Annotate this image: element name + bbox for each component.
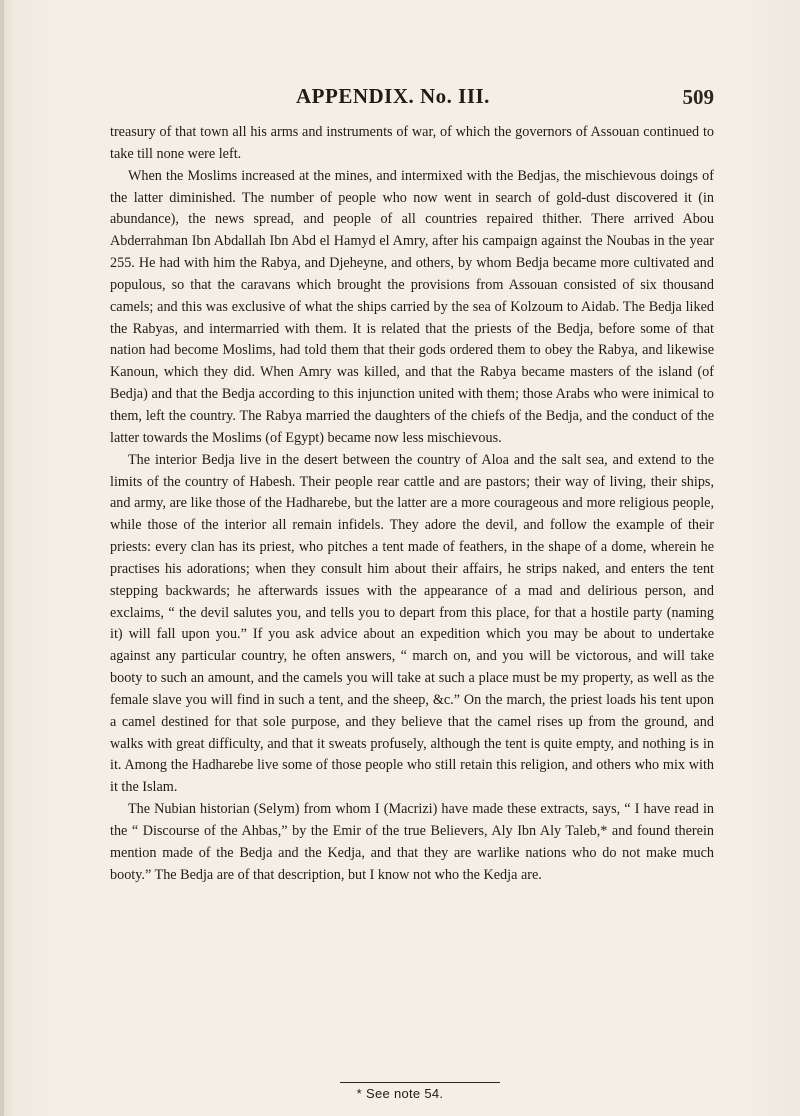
- paragraph-moslims-mines: When the Moslims increased at the mines, and intermixed with the Bedjas, the mischievous doings of the latter diminished. The number of people who now went in search of gold-dust discovered it (in abundance), the news spread, and people of all countries repaired thither. There arrived Abou Abderrahman Ibn Abdallah Ibn Abd el Hamyd el Amry, after his campaign against the Noubas in the year 255. He had with him the Rabya, and Djeheyne, and others, by whom Bedja became more cultivated and populous, so that the caravans which brought the provisions from Assouan consisted of six thousand camels; and this was exclusive of what the ships carried by the sea of Kolzoum to Aidab. The Bedja liked the Rabyas, and intermarried with them. It is related that the priests of the Bedja, before some of that nation had become Moslims, had told them that their gods ordered them to obey the Rabya, and likewise Kanoun, which they did. When Amry was killed, and that the Rabya became masters of the island (of Bedja) and that the Bedja according to this injunction united with them; those Arabs who were inimical to them, left the country. The Rabya married the daughters of the chiefs of the Bedja, and the conduct of the latter towards the Moslims (of Egypt) became now less mischievous.: [110, 167, 714, 446]
- footnote-text: See note 54.: [366, 1086, 444, 1101]
- running-title: APPENDIX. No. III.: [296, 84, 490, 108]
- paragraph-interior-bedja: The interior Bedja live in the desert between the country of Aloa and the salt sea, and extend to the limits of the country of Habesh. Their people rear cattle and are pastors; their way of living, their ships, and army, are like those of the Hadharebe, but the latter are a more courageous and more religious people, while those of the interior all remain infidels. They adore the devil, and follow the example of their priests: every clan has its priest, who pitches a tent made of feathers, in the shape of a dome, wherein he practises his adorations; when they consult him about their affairs, he strips naked, and enters the tent stepping backwards; he afterwards issues with the appearance of a mad and delirious person, and exclaims, “ the devil salutes you, and tells you to depart from this place, for that a hostile party (naming it) will fall upon you.” If you ask advice about an expedition which you may be about to undertake against any particular country, he often answers, “ march on, and you will be victorous, and will take booty to such an amount, and the camels you will take at such a place must be my property, as well as the female slave you will find in such a tent, and the sheep, &c.” On the march, the priest loads his tent upon a camel destined for that sole purpose, and they believe that the camel rises up from the ground, and walks with great difficulty, and that it sweats profusely, although the tent is quite empty, and nothing is in it. Among the Hadharebe live some of those people who still retain this religion, and others who mix with it the Islam.: [110, 451, 714, 796]
- footnote-rule: [340, 1082, 500, 1083]
- paragraph-continuation: treasury of that town all his arms and instruments of war, of which the governors of Assouan continued to take till none were left.: [110, 124, 714, 162]
- running-head: [0, 84, 800, 114]
- page-edge: [0, 0, 4, 1116]
- paragraph-nubian-historian: The Nubian historian (Selym) from whom I (Macrizi) have made these extracts, says, “ I have read in the “ Discourse of the Ahbas,” by the Emir of the true Believers, Aly Ibn Aly Taleb,* and found therein mention made of the Bedja and the Kedja, and that they are warlike nations who do not make much booty.” The Bedja are of that description, but I know not who the Kedja are.: [110, 801, 714, 883]
- body-text: [110, 122, 714, 887]
- page-number: 509: [682, 85, 714, 109]
- footnote-mark: *: [356, 1086, 363, 1101]
- footnote: [0, 1086, 800, 1101]
